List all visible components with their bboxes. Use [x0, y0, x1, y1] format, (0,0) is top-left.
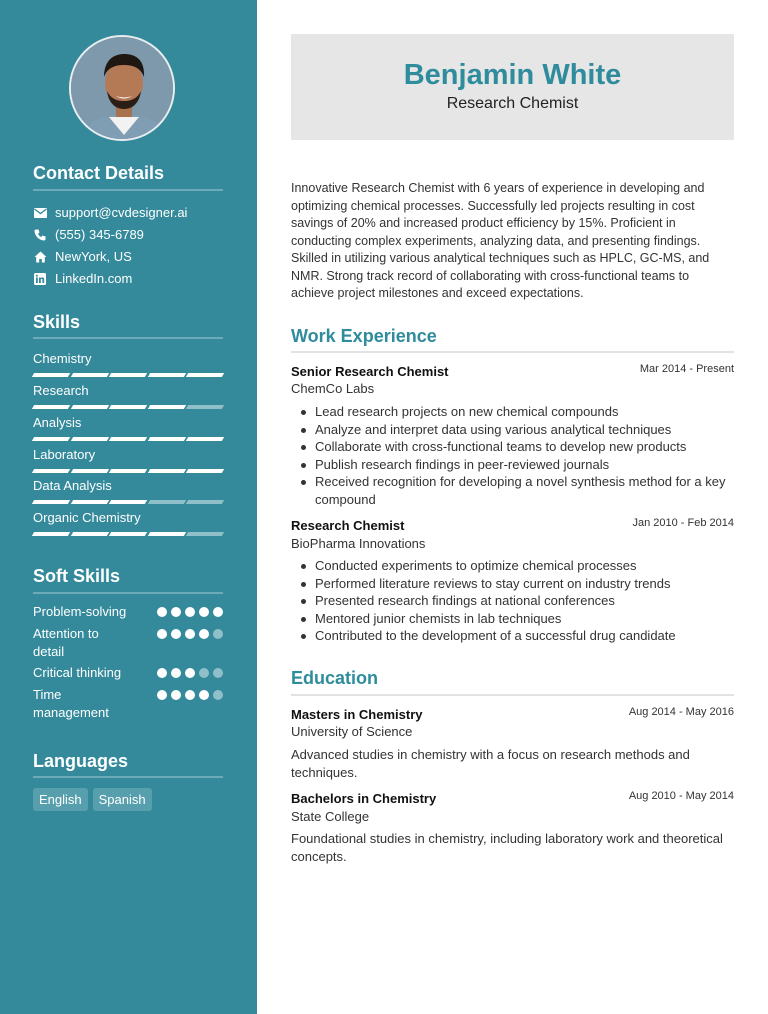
skill-level-segment — [148, 405, 186, 409]
candidate-name: Benjamin White — [403, 59, 622, 91]
soft-skill-rating — [157, 690, 223, 700]
skill-level-segment — [148, 373, 186, 377]
envelope-icon — [33, 206, 47, 220]
degree-title: Bachelors in Chemistry — [291, 791, 437, 806]
rating-dot — [199, 629, 209, 639]
degree-description: Foundational studies in chemistry, including laboratory work and theoretical concepts. — [291, 831, 723, 864]
skill-label: Research — [33, 383, 89, 398]
skill-level-bar — [33, 469, 223, 473]
skill-level-segment — [109, 437, 147, 441]
education-divider — [291, 694, 734, 696]
contact-linkedin[interactable] — [33, 271, 132, 286]
rating-dot — [199, 668, 209, 678]
soft-skills-divider — [33, 592, 223, 594]
skill-level-segment — [109, 532, 147, 536]
bullet-item: Presented research findings at national conferences — [291, 592, 734, 610]
soft-skill-rating — [157, 668, 223, 678]
contact-phone[interactable] — [33, 227, 144, 242]
bullet-item: Mentored junior chemists in lab techniques — [291, 610, 734, 628]
languages-divider — [33, 776, 223, 778]
soft-skill-item — [33, 625, 223, 661]
skill-level-segment — [148, 469, 186, 473]
rating-dot — [199, 690, 209, 700]
soft-skill-rating — [157, 629, 223, 639]
skill-level-segment — [186, 373, 224, 377]
skill-level-segment — [70, 437, 108, 441]
skill-level-segment — [70, 532, 108, 536]
contact-location — [33, 249, 132, 264]
soft-skill-label: Critical thinking — [33, 665, 122, 680]
skill-level-segment — [186, 469, 224, 473]
rating-dot — [213, 629, 223, 639]
degree-school: State College — [291, 809, 370, 824]
rating-dot — [185, 690, 195, 700]
skill-item — [33, 478, 223, 504]
skill-level-segment — [109, 469, 147, 473]
bullet-item: Performed literature reviews to stay current on industry trends — [291, 575, 734, 593]
rating-dot — [157, 668, 167, 678]
bullet-item: Contributed to the development of a successful drug candidate — [291, 627, 734, 645]
phone-icon — [33, 228, 47, 242]
skill-level-segment — [148, 437, 186, 441]
skill-level-bar — [33, 500, 223, 504]
skill-item — [33, 351, 223, 377]
degree-dates: Aug 2010 - May 2014 — [628, 790, 734, 802]
bullet-item: Received recognition for developing a novel synthesis method for a key compound — [291, 473, 734, 508]
skill-level-segment — [32, 500, 70, 504]
skill-level-segment — [32, 437, 70, 441]
job-bullets — [291, 403, 734, 508]
header — [291, 34, 734, 140]
skills-divider — [33, 337, 223, 339]
skill-level-segment — [148, 532, 186, 536]
soft-skills-heading: Soft Skills — [33, 566, 121, 586]
skill-level-bar — [33, 532, 223, 536]
job-dates: Jan 2010 - Feb 2014 — [632, 517, 734, 529]
soft-skill-label: Problem-solving — [33, 604, 127, 619]
soft-skill-label: Time management — [33, 687, 109, 720]
skill-level-segment — [32, 532, 70, 536]
skill-item — [33, 510, 223, 536]
skill-level-segment — [186, 500, 224, 504]
soft-skill-label: Attention to detail — [33, 626, 99, 659]
skill-level-segment — [148, 500, 186, 504]
bullet-item: Publish research findings in peer-reviewed journals — [291, 456, 734, 474]
summary: Innovative Research Chemist with 6 years of experience in developing and optimizing chemical processes. Successfully led projects resulting in cost savings of 20% and increased product efficiency by 15%. Proficient in conducting complex experiments, analyzing data, and presenting findings. Skilled in utilizing various analytical techniques such as HPLC, GC-MS, and NMR. Strong track record of collaborating with cross-functional teams to achieve project milestones and exceed expectations. — [291, 181, 710, 300]
skill-label: Analysis — [33, 415, 82, 430]
rating-dot — [171, 668, 181, 678]
languages-list — [33, 788, 152, 811]
rating-dot — [213, 607, 223, 617]
linkedin-icon — [33, 272, 47, 286]
skill-level-bar — [33, 405, 223, 409]
skill-label: Laboratory — [33, 447, 96, 462]
job-title: Research Chemist — [291, 518, 405, 533]
contact-linkedin-text: LinkedIn.com — [55, 271, 133, 286]
degree-description: Advanced studies in chemistry with a focus on research methods and techniques. — [291, 747, 690, 780]
rating-dot — [199, 607, 209, 617]
bullet-item: Lead research projects on new chemical compounds — [291, 403, 734, 421]
skill-label: Chemistry — [33, 351, 92, 366]
bullet-item: Collaborate with cross-functional teams to develop new products — [291, 438, 734, 456]
skill-item — [33, 447, 223, 473]
degree-school: University of Science — [291, 724, 413, 739]
skill-level-bar — [33, 437, 223, 441]
rating-dot — [157, 607, 167, 617]
skill-level-segment — [70, 500, 108, 504]
language-tag: Spanish — [93, 788, 152, 811]
education-heading: Education — [291, 668, 379, 688]
job-company: BioPharma Innovations — [291, 536, 426, 551]
degree-title: Masters in Chemistry — [291, 707, 423, 722]
rating-dot — [213, 690, 223, 700]
skill-level-segment — [186, 437, 224, 441]
rating-dot — [157, 690, 167, 700]
skill-level-bar — [33, 373, 223, 377]
rating-dot — [185, 668, 195, 678]
soft-skill-rating — [157, 607, 223, 617]
rating-dot — [157, 629, 167, 639]
job-dates: Mar 2014 - Present — [639, 363, 734, 375]
bullet-item: Analyze and interpret data using various analytical techniques — [291, 421, 734, 439]
skill-item — [33, 383, 223, 409]
soft-skill-item — [33, 603, 223, 621]
language-tag: English — [33, 788, 88, 811]
job-company: ChemCo Labs — [291, 381, 375, 396]
skill-label: Organic Chemistry — [33, 510, 141, 525]
contact-email[interactable] — [33, 205, 187, 220]
rating-dot — [171, 607, 181, 617]
skills-heading: Skills — [33, 312, 81, 332]
work-divider — [291, 351, 734, 353]
soft-skill-item — [33, 686, 223, 722]
skill-level-segment — [32, 469, 70, 473]
skill-level-segment — [70, 469, 108, 473]
skill-item — [33, 415, 223, 441]
skill-level-segment — [70, 373, 108, 377]
skill-level-segment — [32, 373, 70, 377]
sidebar — [0, 0, 257, 1014]
rating-dot — [185, 629, 195, 639]
rating-dot — [185, 607, 195, 617]
skill-label: Data Analysis — [33, 478, 112, 493]
candidate-title: Research Chemist — [446, 95, 579, 112]
contact-phone-text: (555) 345-6789 — [55, 227, 144, 242]
skill-level-segment — [70, 405, 108, 409]
rating-dot — [171, 629, 181, 639]
skill-level-segment — [32, 405, 70, 409]
rating-dot — [171, 690, 181, 700]
rating-dot — [213, 668, 223, 678]
skill-level-segment — [186, 405, 224, 409]
skill-level-segment — [109, 405, 147, 409]
soft-skill-item — [33, 664, 223, 682]
home-icon — [33, 250, 47, 264]
skill-level-segment — [186, 532, 224, 536]
avatar — [69, 35, 175, 141]
contact-location-text: NewYork, US — [55, 249, 132, 264]
bullet-item: Conducted experiments to optimize chemical processes — [291, 557, 734, 575]
skill-level-segment — [109, 373, 147, 377]
degree-dates: Aug 2014 - May 2016 — [628, 706, 734, 718]
contact-email-text: support@cvdesigner.ai — [55, 205, 188, 220]
languages-heading: Languages — [33, 751, 129, 771]
job-title: Senior Research Chemist — [291, 364, 449, 379]
contact-heading: Contact Details — [33, 163, 165, 183]
job-bullets — [291, 557, 734, 645]
profile-photo — [71, 37, 175, 141]
work-heading: Work Experience — [291, 326, 437, 346]
skill-level-segment — [109, 500, 147, 504]
contact-divider — [33, 189, 223, 191]
